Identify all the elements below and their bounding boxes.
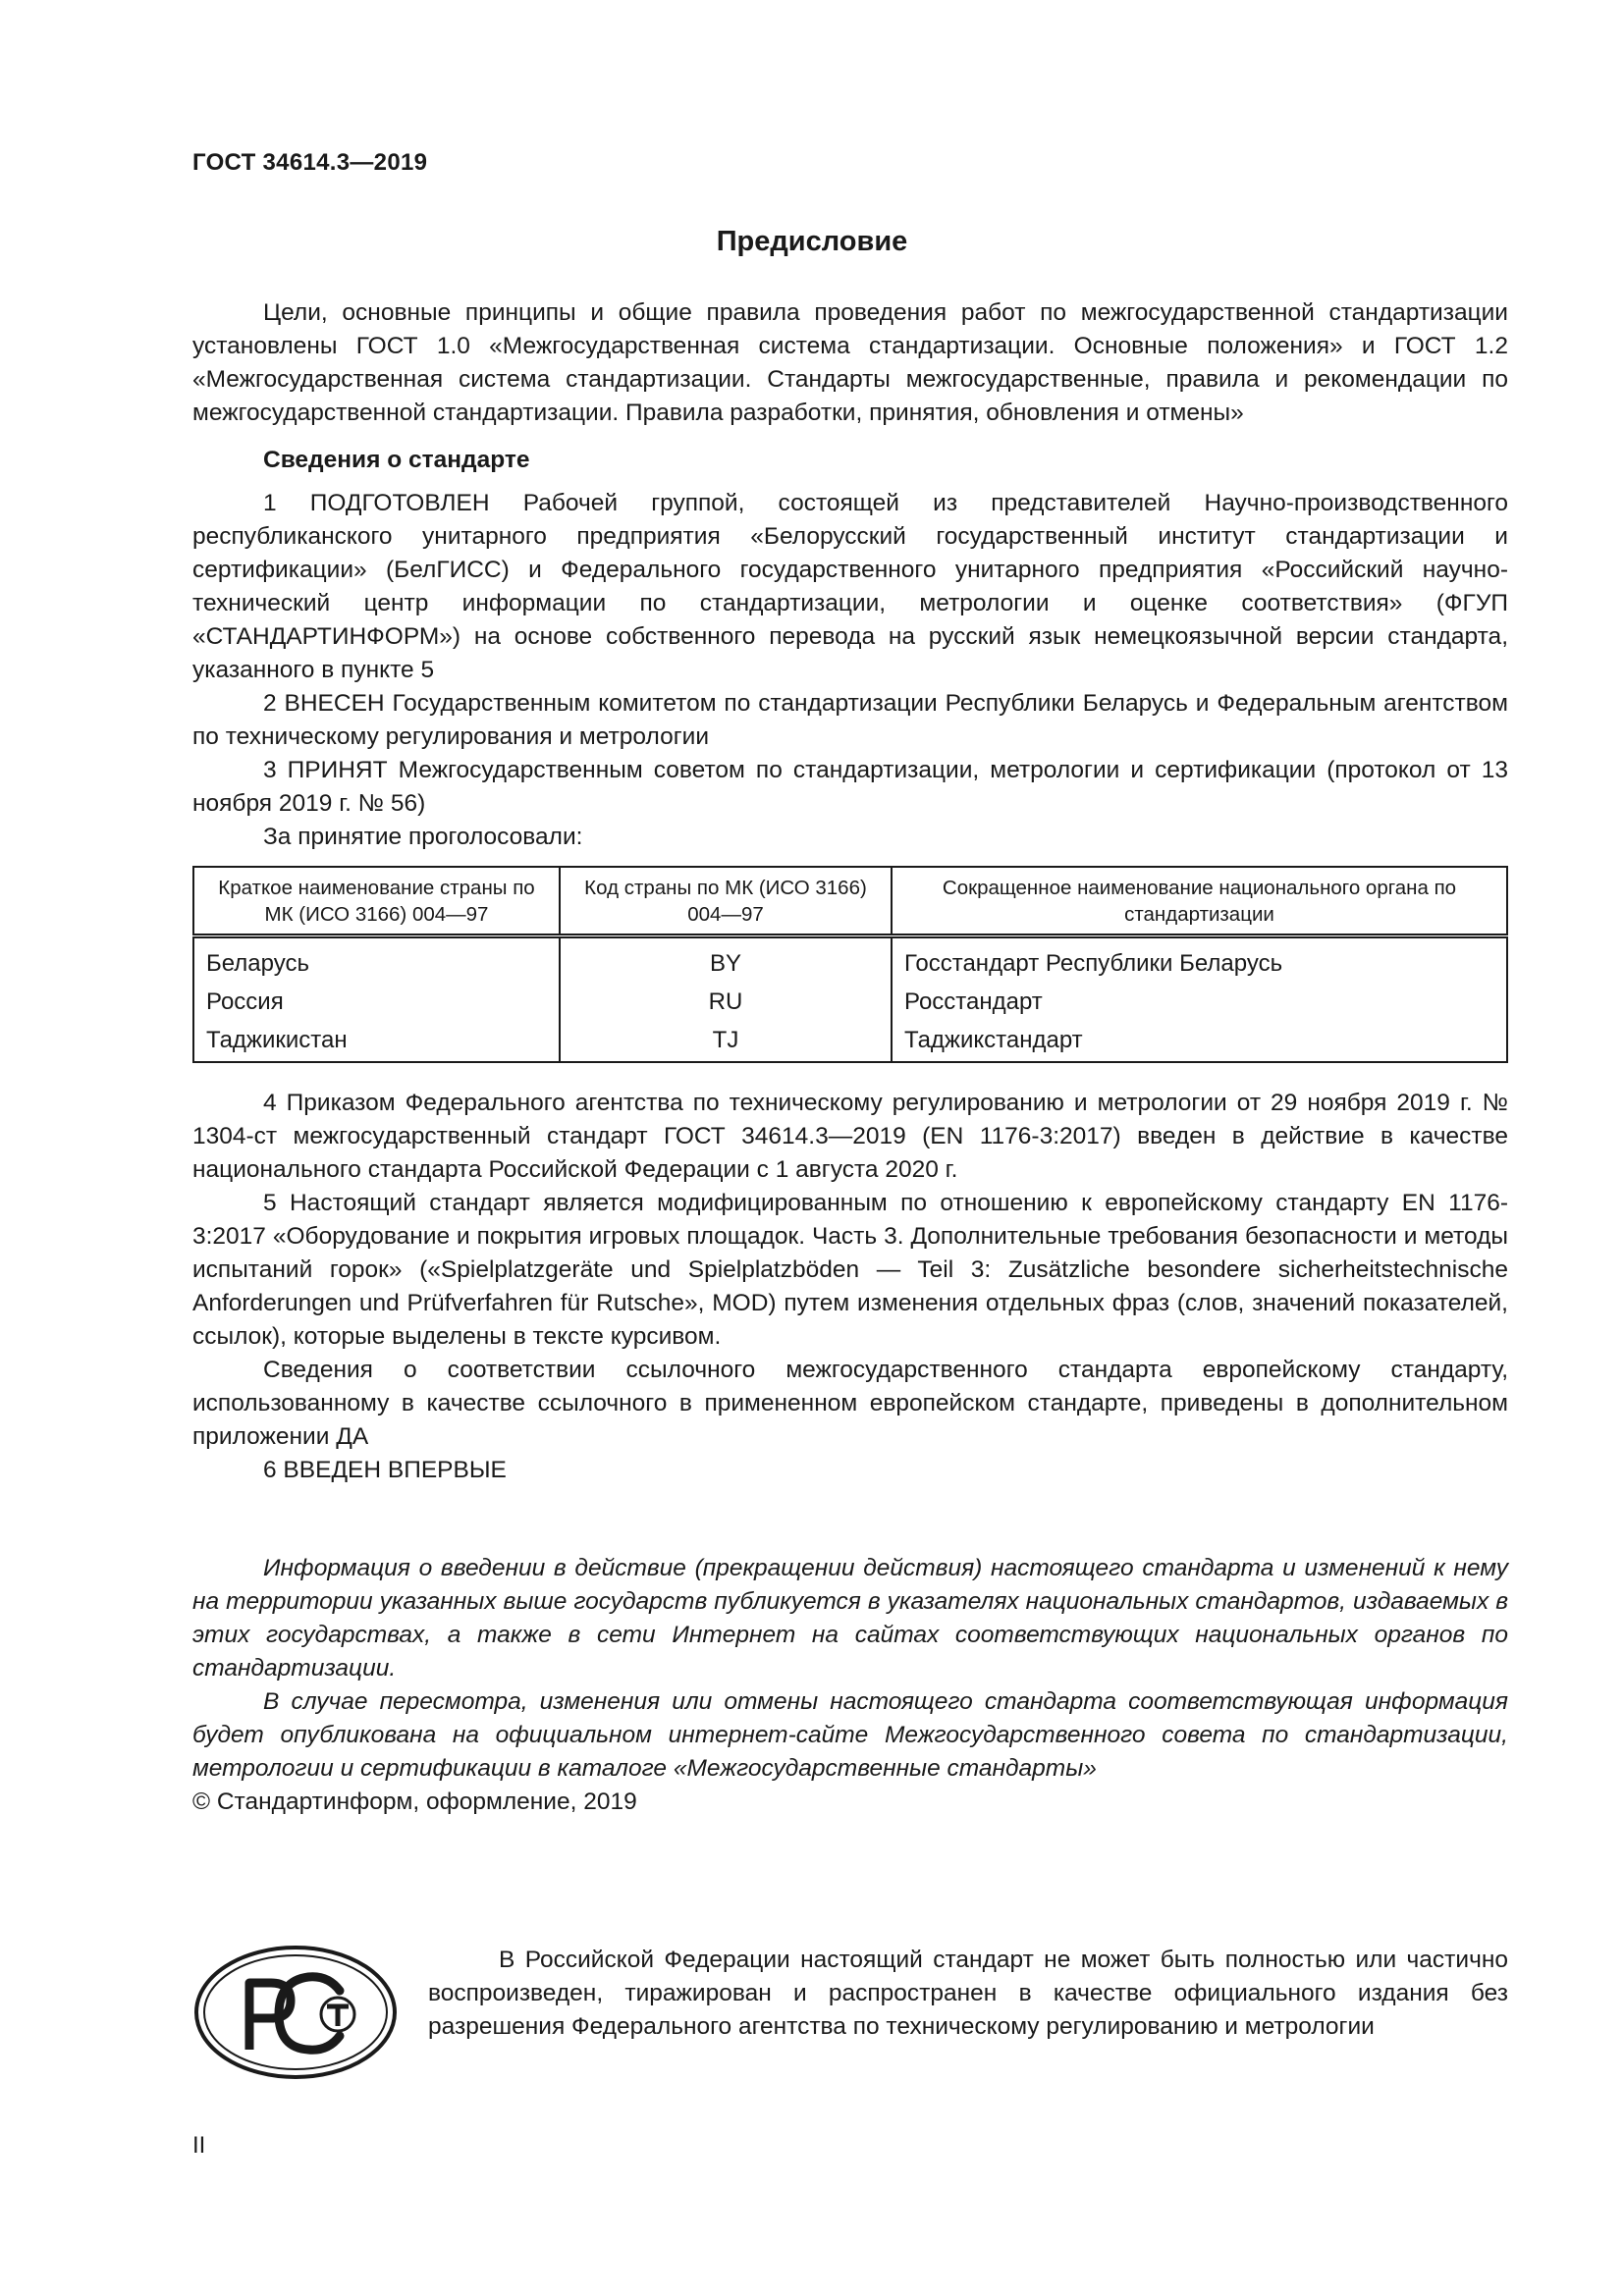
rst-logo-icon (192, 1944, 399, 2081)
footer-block (192, 1944, 1508, 2110)
item-1: 1 ПОДГОТОВЛЕН Рабочей группой, состоящей из представителей Научно-производственного республиканского унитарного предприятия «Белорусский государственный институт стандартизации и сертификации» (БелГИСС) и Федерального государственного унитарного предприятия «Российский научно-технический центр информации по стандартизации, метрологии и оценке соответствия» (ФГУП «СТАНДАРТИНФОРМ») на основе собственного перевода на русский язык немецкоязычной версии стандарта, указанного в пункте 5 (192, 490, 1508, 683)
vote-intro: За принятие проголосовали: (263, 824, 583, 850)
table-row (193, 983, 1507, 1021)
item-5-note: Сведения о соответствии ссылочного межгосударственного стандарта европейскому стандарту, использованному в качестве ссылочного в примененном европейском стандарте, приведены в дополнительном приложении ДА (192, 1357, 1508, 1450)
body-cell: Росстандарт (892, 983, 1507, 1021)
section-heading: Сведения о стандарте (263, 447, 530, 473)
code-cell: BY (560, 936, 892, 984)
info-block (192, 1552, 1508, 1786)
table-header-country: Краткое наименование страны по МК (ИСО 3166) 004—97 (193, 867, 560, 936)
intro-paragraph: Цели, основные принципы и общие правила проведения работ по межгосударственной стандартизации установлены ГОСТ 1.0 «Межгосударственная система стандартизации. Основные положения» и ГОСТ 1.2 «Межгосударственная система стандартизации. Стандарты межгосударственные, правила и рекомендации по межгосударственной стандартизации. Правила разработки, принятия, обновления и отмены» (192, 299, 1508, 426)
voting-table (192, 866, 1508, 1063)
table-header-body: Сокращенное наименование национального органа по стандартизации (892, 867, 1507, 936)
logo-text: РСТ (296, 2071, 298, 2072)
item-2: 2 ВНЕСЕН Государственным комитетом по стандартизации Республики Беларусь и Федеральным агентством по техническому регулирования и метрологии (192, 690, 1508, 750)
country-cell: Россия (193, 983, 560, 1021)
info-paragraph-2: В случае пересмотра, изменения или отмены настоящего стандарта соответствующая информация будет опубликована на официальном интернет-сайте Межгосударственного совета по стандартизации, метрологии и сертификации в каталоге «Межгосударственные стандарты» (192, 1688, 1508, 1782)
code-cell: RU (560, 983, 892, 1021)
page-number: II (192, 2132, 206, 2159)
country-cell: Беларусь (193, 936, 560, 984)
info-paragraph-1: Информация о введении в действие (прекращении действия) настоящего стандарта и изменений к нему на территории указанных выше государств публикуется в указателях национальных стандартов, издаваемых в этих государствах, а также в сети Интернет на сайтах соответствующих национальных органов по стандартизации. (192, 1555, 1508, 1682)
body-cell: Госстандарт Республики Беларусь (892, 936, 1507, 984)
page-title: Предисловие (716, 226, 908, 257)
table-row (193, 936, 1507, 984)
table-header-row (193, 867, 1507, 936)
item-4: 4 Приказом Федерального агентства по техническому регулированию и метрологии от 29 ноября 2019 г. № 1304-ст межгосударственный стандарт ГОСТ 34614.3—2019 (EN 1176-3:2017) введен в действие в качестве национального стандарта Российской Федерации с 1 августа 2020 г. (192, 1090, 1508, 1183)
code-cell: TJ (560, 1021, 892, 1062)
item-6: 6 ВВЕДЕН ВПЕРВЫЕ (263, 1457, 507, 1483)
body-cell: Таджикстандарт (892, 1021, 1507, 1062)
document-body (192, 296, 1508, 1819)
copyright-notice: В Российской Федерации настоящий стандарт не может быть полностью или частично воспроизведен, тиражирован и распространен в качестве официального издания без разрешения Федерального агентства по техническому регулированию и метрологии (428, 1947, 1508, 2040)
country-cell: Таджикистан (193, 1021, 560, 1062)
table-header-code: Код страны по МК (ИСО 3166) 004—97 (560, 867, 892, 936)
table-row (193, 1021, 1507, 1062)
item-5: 5 Настоящий стандарт является модифицированным по отношению к европейскому стандарту EN 1176-3:2017 «Оборудование и покрытия игровых площадок. Часть 3. Дополнительные требования безопасности и методы испытаний горок» («Spielplatzgeräte und Spielplatzböden — Teil 3: Zusätzliche besondere sicherheitstechnische Anforderungen und Prüfverfahren für Rutsche», MOD) путем изменения отдельных фраз (слов, значений показателей, ссылок), которые выделены в тексте курсивом. (192, 1190, 1508, 1350)
copyright: © Стандартинформ, оформление, 2019 (192, 1789, 637, 1815)
item-3: 3 ПРИНЯТ Межгосударственным советом по стандартизации, метрологии и сертификации (протокол от 13 ноября 2019 г. № 56) (192, 757, 1508, 817)
document-code: ГОСТ 34614.3—2019 (192, 149, 428, 176)
